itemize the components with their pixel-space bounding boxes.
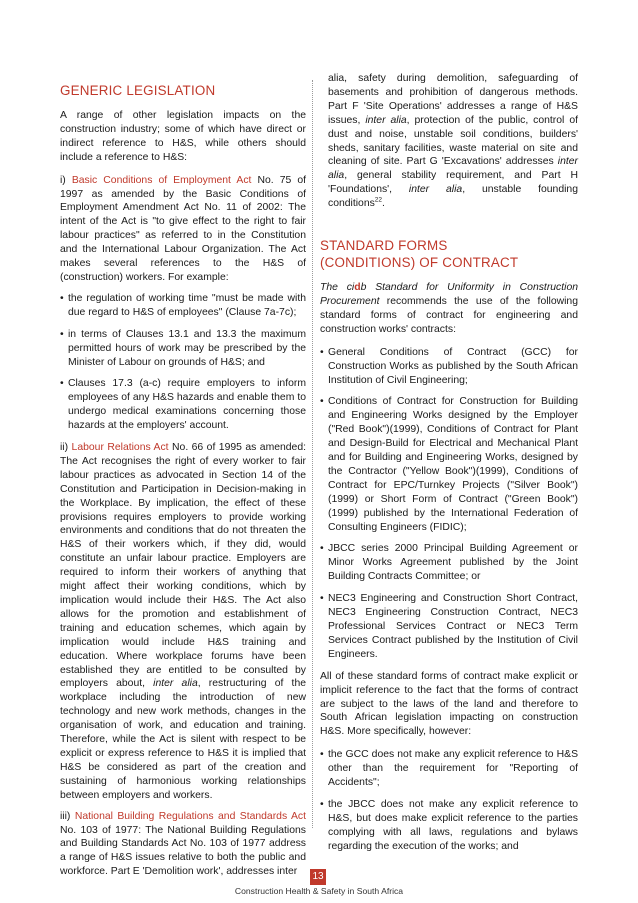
text-run: alia, safety during demolition, safeguarding of basements and prohibition of dangerous methods. Part F 'Site Operations' addresses a range of H&S issues,	[328, 73, 578, 126]
italic-term: inter alia	[153, 678, 198, 690]
item-text: No. 103 of 1977: The National Building Regulations and Building Standards Act No. 103 of 1977 address a range of H&S issues relative to both the public and workforce. Part E 'Demolition work', addresses inter	[60, 824, 306, 878]
list-item: • General Conditions of Contract (GCC) for Construction Works as published by the South African Institution of Civil Engineering;	[320, 346, 578, 388]
continuation-paragraph	[320, 72, 578, 211]
text-run: recommends the use of the following standard forms of contract for engineering and construction works' contracts:	[320, 295, 578, 335]
text-run: , unstable founding conditions	[328, 184, 578, 210]
list-item: • JBCC series 2000 Principal Building Agreement or Minor Works Agreement published by the Joint Building Contracts Committee; or	[320, 542, 578, 584]
item-basic-conditions	[60, 174, 306, 285]
list-item: • in terms of Clauses 13.1 and 13.3 the maximum permitted hours of work may be prescribed by the Minister of Labour on grounds of H&S; and	[60, 328, 306, 370]
item-building-regulations	[60, 810, 306, 880]
list-item: • the GCC does not make any explicit reference to H&S other than the requirement for "Reporting of Accidents";	[320, 748, 578, 790]
generic-legislation-heading: GENERIC LEGISLATION	[60, 83, 216, 98]
italic-term: inter alia	[408, 184, 463, 196]
item-marker: ii)	[60, 442, 72, 454]
page-number: 13	[310, 869, 326, 885]
footer-caption: Construction Health & Safety in South Africa	[234, 886, 404, 896]
heading-line: STANDARD FORMS	[320, 238, 448, 254]
item-labour-relations	[60, 441, 306, 803]
text-run: , protection of the public, control of dust and noise, unstable soil conditions, builders' sheds, sanitary facilities, waste material on site and cleaning of site. Part G 'Excavations' addresses	[328, 114, 578, 168]
basic-conditions-link[interactable]: Basic Conditions of Employment Act	[71, 174, 252, 186]
list-item: • the regulation of working time "must be made with due regard to H&S of employees" (Clause 7a-7c);	[60, 292, 306, 320]
item-text: No. 66 of 1995 as amended: The Act recognises the right of every worker to fair labour practices as advocated in Section 14 of the Constitution and Participation in Decision-making in the Workplace. By implication, the effect of these provisions requires employers to provide working environments and conditions that do not threaten the H&S of their workers which, if they did, would constitute an unfair labour practice. Employers are required to inform their workers of anything that might affect their working conditions, which by implication would include their H&S. The Act also allows for the promotion and establishment of training and education schemes, which again by implication would include H&S training and education. Where workplace forums have been established they are entitled to be consulted by employers about,	[60, 442, 307, 690]
cidb-reference: The cidb Standard for Uniformity in Construction Procurement	[320, 282, 579, 307]
item-marker: i)	[60, 174, 72, 186]
text-run: .	[382, 198, 385, 210]
labour-relations-link[interactable]: Labour Relations Act	[71, 442, 169, 454]
column-divider	[312, 80, 313, 828]
italic-term: inter alia	[328, 156, 578, 182]
left-column	[60, 82, 306, 886]
list-item: • the JBCC does not make any explicit reference to H&S, but does make explicit reference to the parties complying with all laws, regulations and bylaws regarding the execution of the works; and	[320, 798, 578, 854]
list-item: • NEC3 Engineering and Construction Short Contract, NEC3 Engineering Construction Contract, NEC3 Professional Services Contract or NEC3 Term Services Contract published by the Institution of Civil Engineers.	[320, 592, 578, 662]
building-regulations-link[interactable]: National Building Regulations and Standards Act	[74, 810, 307, 822]
item-marker: iii)	[60, 810, 75, 822]
footnote-ref[interactable]: 22	[374, 196, 383, 204]
text-run: , general stability requirement, and Part H 'Foundations',	[328, 170, 578, 196]
standard-forms-intro	[320, 281, 578, 337]
standard-forms-heading	[320, 237, 578, 271]
forms-summary-paragraph: All of these standard forms of contract make explicit or implicit reference to the fact that the forms of contract are subject to the laws of the land and therefore to South African legislation impacting on construction H&S. More specifically, however:	[320, 670, 578, 738]
intro-paragraph: A range of other legislation impacts on the construction industry; some of which have direct or indirect reference to H&S, while others should include a reference to H&S:	[60, 110, 306, 163]
heading-line: (CONDITIONS) OF CONTRACT	[320, 255, 519, 271]
item-text: , restructuring of the workplace including the introduction of new technology and new work methods, changes in the organisation of work, and education and training. Therefore, while the Act is silent with respect to be explicit or express reference to H&S it is implied that H&S be considered as part of the creation and sustaining of harmonious working relationships between employers and workers.	[60, 678, 306, 801]
cidb-logo-letter: d	[354, 282, 361, 294]
list-item: • Conditions of Contract for Construction for Building and Engineering Works designed by the Employer ("Red Book")(1999), Conditions of Contract for Plant and Design-Build for Electrical and Mechanical Plant and for Building and Engineering Works, designed by the Contractor ("Yellow Book")(1999), Conditions of Contract for EPC/Turnkey Projects ("Silver Book")(1999) or Short Form of Contract ("Green Book")(1999) published by the International Federation of Consulting Engineers (FIDIC);	[320, 395, 578, 534]
italic-term: inter alia	[365, 114, 407, 126]
item-text: No. 75 of 1997 as amended by the Basic Conditions of Employment Amendment Act No. 11 of 2002: The intent of the Act is "to give effect to the right to fair labour practices" as referred to in the Constitution and the International Labour Organization. The Act makes several references to the H&S of (construction) workers. For example:	[60, 174, 306, 283]
list-item: • Clauses 17.3 (a-c) require employers to inform employees of any H&S hazards and enable them to undergo medical examinations concerning those hazards at the employers' account.	[60, 377, 306, 433]
right-column	[320, 73, 579, 862]
